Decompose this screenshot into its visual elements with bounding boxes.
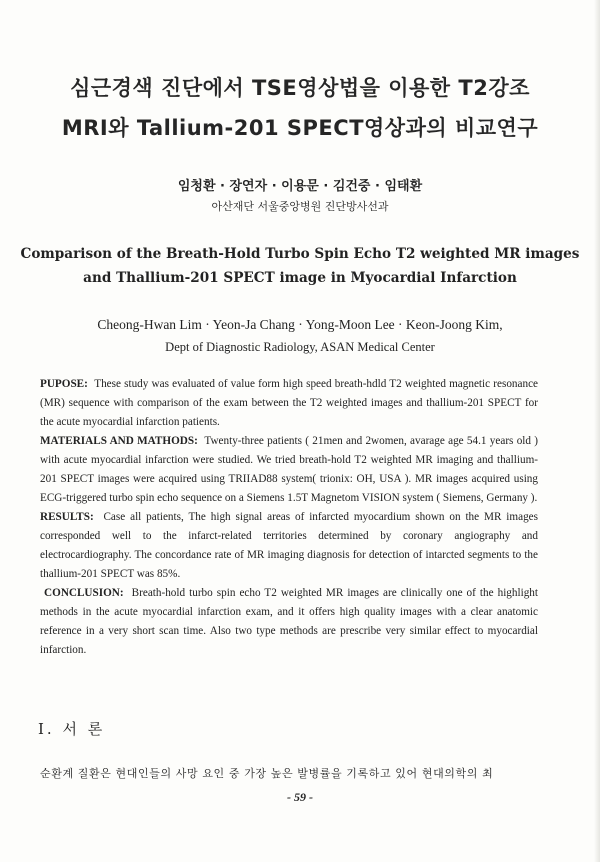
purpose-text: These study was evaluated of value form high speed breath-hdld T2 weighted magnetic resonance (MR) sequence with comparison of the exam between the T2 weighted images and thallium-201 SPECT for the acute myocardial infarction patients. bbox=[40, 378, 538, 428]
abstract bbox=[40, 375, 538, 660]
abstract-purpose bbox=[40, 375, 538, 432]
page-number: - 59 - bbox=[287, 790, 313, 804]
korean-title-line2: MRI와 Tallium-201 SPECT영상과의 비교연구 bbox=[61, 116, 539, 140]
abstract-methods bbox=[40, 432, 538, 508]
english-title-line2: and Thallium-201 SPECT image in Myocardial Infarction bbox=[83, 270, 517, 286]
abstract-results bbox=[40, 508, 538, 584]
methods-label: MATERIALS AND MATHODS: bbox=[40, 435, 198, 447]
korean-authors: 임청환 · 장연자 · 이용문 · 김건중 · 임태환 bbox=[177, 179, 423, 194]
purpose-label: PUPOSE: bbox=[40, 378, 88, 390]
abstract-conclusion bbox=[40, 584, 538, 660]
section-heading: I. 서 론 bbox=[38, 720, 106, 738]
korean-affiliation: 아산재단 서울중앙병원 진단방사선과 bbox=[211, 200, 389, 213]
conclusion-label: CONCLUSION: bbox=[44, 587, 124, 599]
english-affiliation: Dept of Diagnostic Radiology, ASAN Medical Center bbox=[165, 340, 435, 354]
conclusion-text: Breath-hold turbo spin echo T2 weighted MR images are clinically one of the highlight methods in the acute myocardial infarction exam, and it offers high quality images with a clear anatomic reference in a very short scan time. Also two type methods are prescribe very similar effect to myocardial infarction. bbox=[40, 587, 539, 656]
english-title-line1: Comparison of the Breath-Hold Turbo Spin Echo T2 weighted MR images bbox=[20, 246, 580, 262]
methods-text: Twenty-three patients ( 21men and 2women, avarage age 54.1 years old ) with acute myocardial infarction were studied. We tried breath-hold T2 weighted MR imaging and thallium-201 SPECT images were acquired using TRIIAD88 system( trionix: OH, USA ). MR images acquired using ECG-triggered turbo spin echo sequence on a Siemens 1.5T Magnetom VISION system ( Siemens, Germany ). bbox=[40, 435, 538, 504]
results-text: Case all patients, The high signal areas of infarcted myocardium shown on the MR images corresponded well to the infarct-related territories determined by coronary angiography and electrocardiography. The concordance rate of MR imaging diagnosis for detection of intarcted segments to the thallium-201 SPECT was 85%. bbox=[40, 511, 538, 580]
korean-title-line1: 심근경색 진단에서 TSE영상법을 이용한 T2강조 bbox=[70, 76, 530, 100]
english-authors: Cheong-Hwan Lim · Yeon-Ja Chang · Yong-Moon Lee · Keon-Joong Kim, bbox=[97, 317, 503, 332]
body-text-line: 순환계 질환은 현대인들의 사망 요인 중 가장 높은 발병률을 기록하고 있어 현대의학의 최 bbox=[40, 767, 494, 780]
results-label: RESULTS: bbox=[40, 511, 94, 523]
scan-edge-shadow bbox=[594, 0, 600, 862]
